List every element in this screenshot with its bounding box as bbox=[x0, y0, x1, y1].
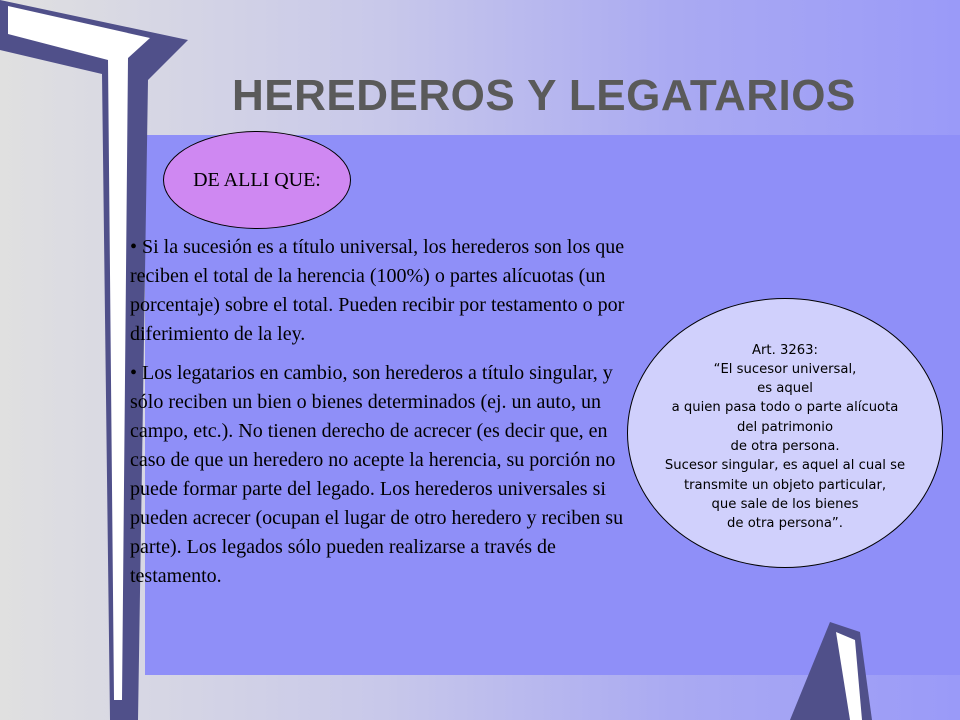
article-quote-text bbox=[665, 341, 905, 534]
quote-line: Sucesor singular, es aquel al cual se bbox=[664, 458, 906, 474]
body-text bbox=[130, 233, 640, 601]
quote-line: Art. 3263: bbox=[751, 342, 818, 358]
quote-line: que sale de los bienes bbox=[711, 496, 859, 512]
quote-line: transmite un objeto particular, bbox=[683, 477, 887, 493]
quote-line: es aquel bbox=[757, 381, 813, 397]
intro-badge bbox=[163, 131, 351, 229]
quote-line: a quien pasa todo o parte alícuota bbox=[671, 400, 899, 416]
quote-line: de otra persona. bbox=[730, 439, 840, 454]
article-quote-ellipse bbox=[627, 298, 943, 568]
intro-badge-label: DE ALLI QUE: bbox=[193, 168, 321, 191]
quote-line: de otra persona”. bbox=[727, 516, 843, 532]
paragraph-herederos: • Si la sucesión es a título universal, los herederos son los que reciben el total de la herencia (100%) o partes alícuotas (un porcentaje) sobre el total. Pueden recibir por testamento o por diferimiento de la ley. bbox=[130, 236, 625, 345]
quote-line: del patrimonio bbox=[736, 419, 834, 435]
slide-title: HEREDEROS Y LEGATARIOS bbox=[232, 71, 856, 120]
quote-line: “El sucesor universal, bbox=[713, 361, 857, 377]
paragraph-legatarios: • Los legatarios en cambio, son herederos a título singular, y sólo reciben un bien o bienes determinados (ej. un auto, un campo, etc.). No tienen derecho de acrecer (es decir que, en caso de que un heredero no acepte la herencia, su porción no puede formar parte del legado. Los herederos universales si pueden acrecer (ocupan el lugar de otro heredero y reciben su parte). Los legados sólo pueden realizarse a través de testamento. bbox=[130, 362, 624, 587]
